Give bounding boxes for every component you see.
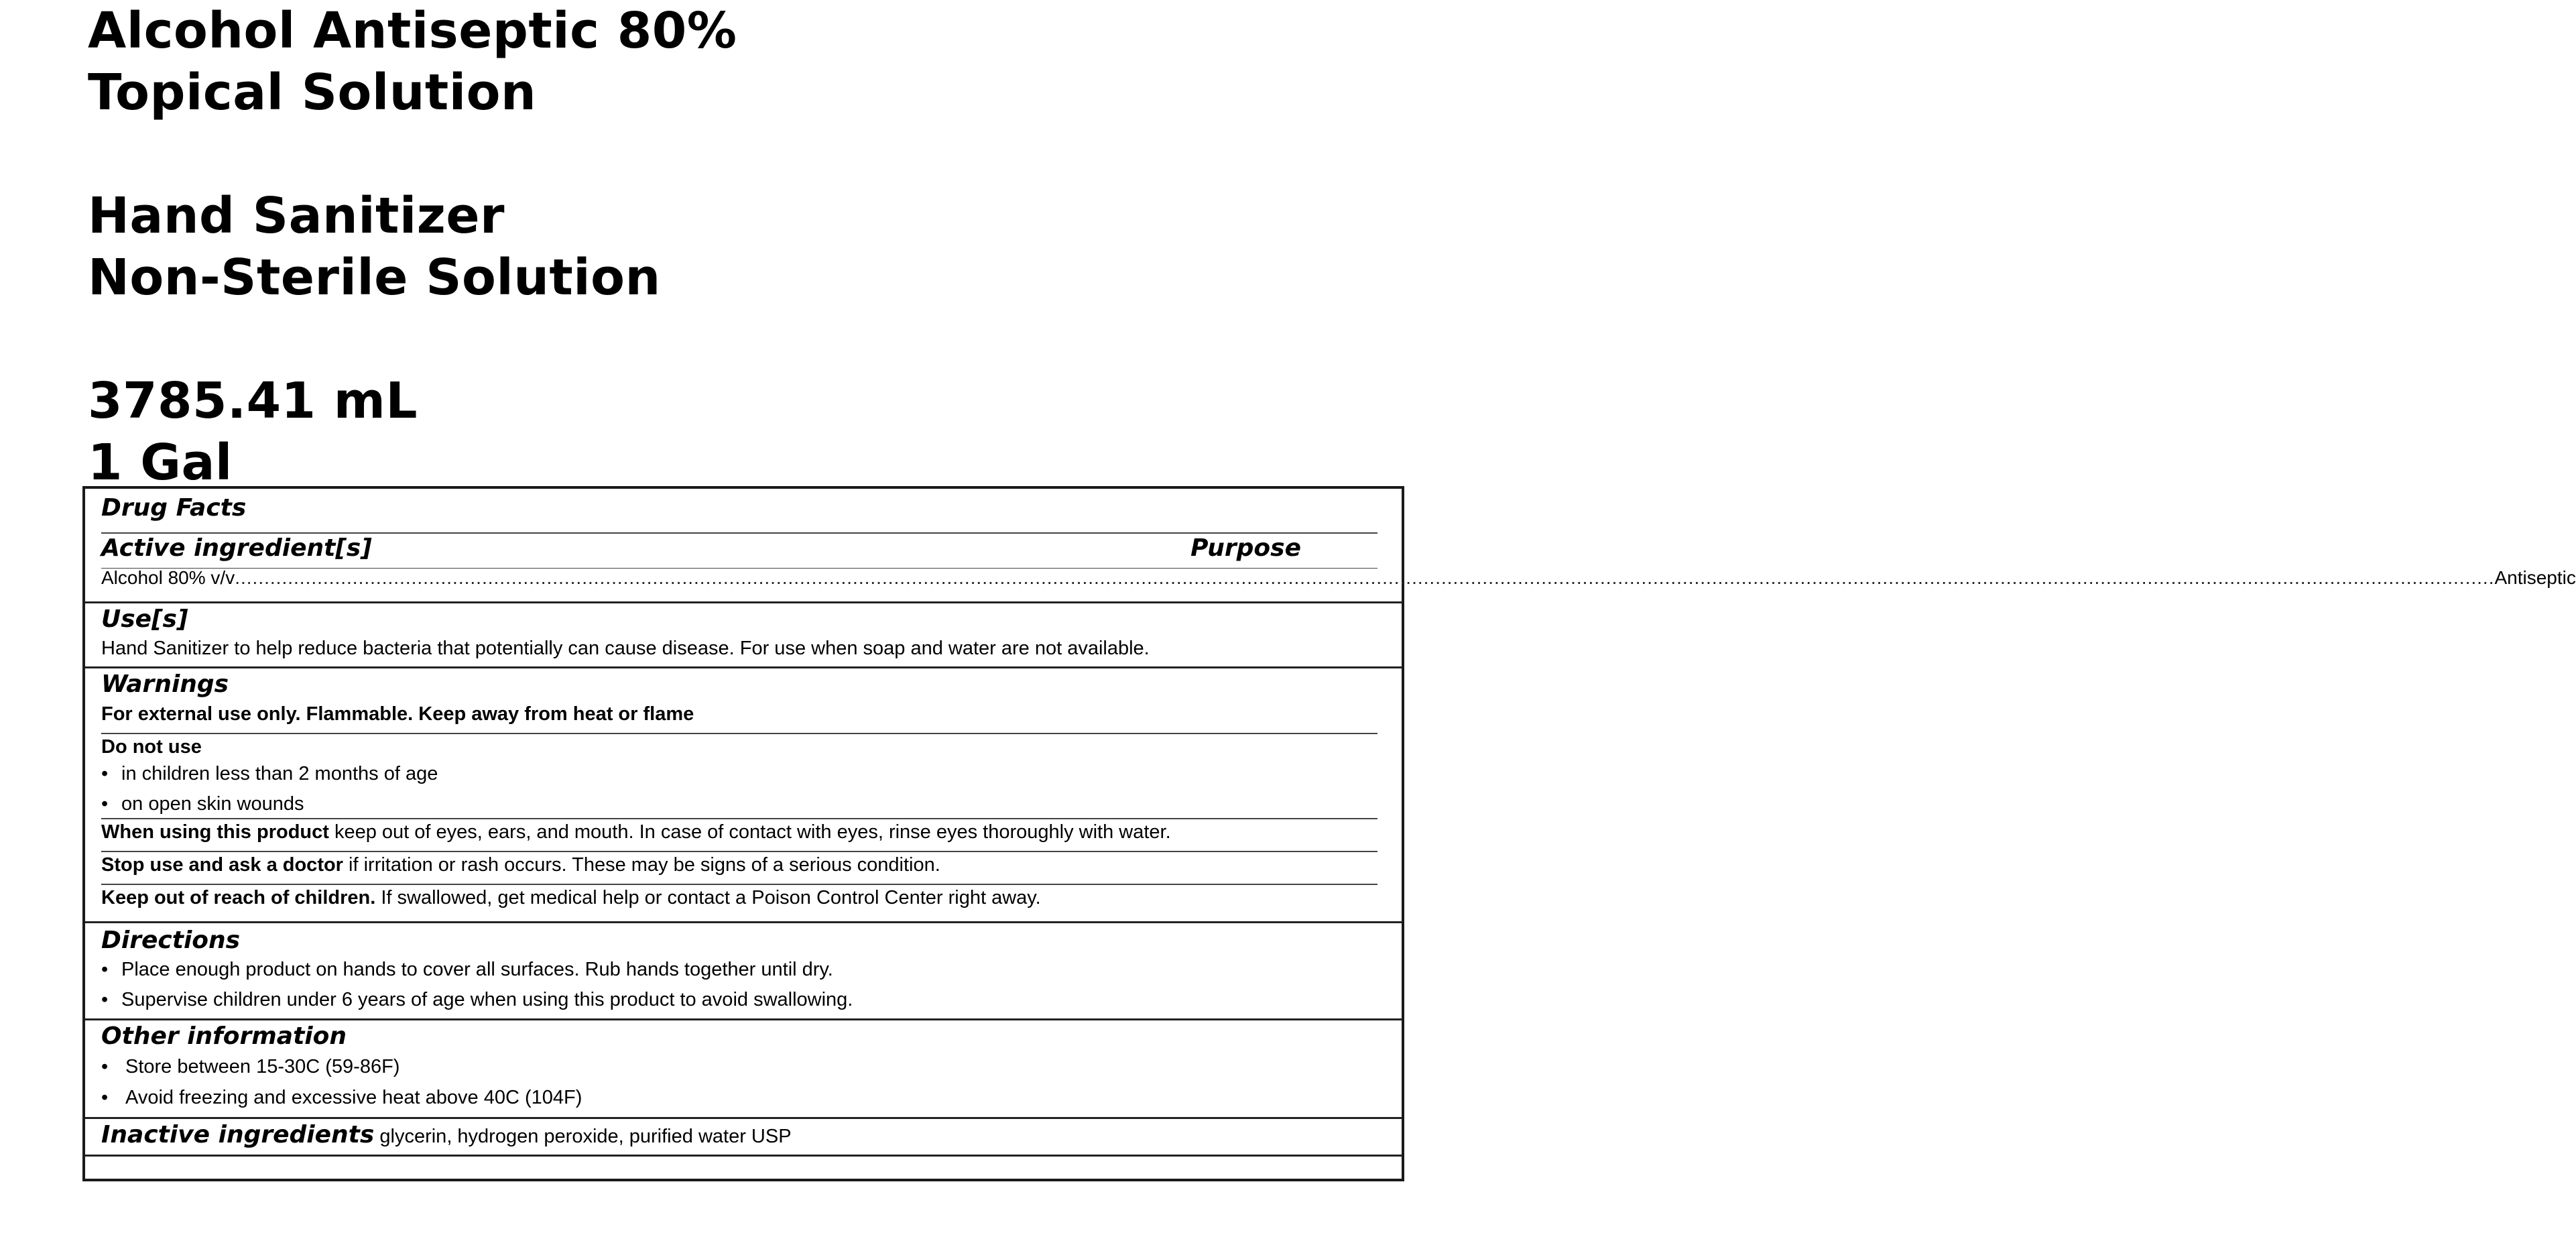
bullet-icon: • bbox=[101, 959, 109, 980]
product-name: Alcohol Antiseptic 80% bbox=[88, 2, 737, 60]
warnings-heading: Warnings bbox=[101, 670, 229, 698]
drug-facts-title: Drug Facts bbox=[101, 494, 247, 522]
bullet-icon: • bbox=[101, 793, 109, 815]
list-item-text: Supervise children under 6 years of age when using this product to avoid swallowing. bbox=[121, 989, 853, 1010]
product-type: Hand Sanitizer bbox=[88, 187, 505, 245]
divider bbox=[101, 884, 1377, 885]
product-form: Topical Solution bbox=[88, 64, 537, 121]
when-using-label: When using this product bbox=[101, 821, 329, 843]
purpose-value: Antiseptic bbox=[2494, 567, 2576, 588]
active-ingredient-heading: Active ingredient[s] bbox=[101, 534, 372, 562]
warnings-section bbox=[85, 666, 1402, 923]
divider bbox=[101, 818, 1377, 819]
do-not-use-heading: Do not use bbox=[101, 736, 202, 758]
purpose-heading: Purpose bbox=[1190, 534, 1301, 562]
leader-dots: ................................................................................................................................................................................................................................................................................................................................................................................................ bbox=[235, 567, 2495, 588]
bullet-icon: • bbox=[101, 989, 109, 1010]
list-item bbox=[101, 793, 304, 815]
keep-out-warning bbox=[101, 887, 1041, 909]
directions-heading: Directions bbox=[101, 927, 241, 954]
list-item bbox=[101, 1087, 582, 1109]
product-sterility: Non-Sterile Solution bbox=[88, 249, 661, 306]
inactive-ingredients-section bbox=[85, 1117, 1402, 1157]
inactive-ingredients-heading: Inactive ingredients bbox=[101, 1121, 375, 1149]
stop-use-label: Stop use and ask a doctor bbox=[101, 854, 343, 876]
header-spacer bbox=[88, 308, 737, 370]
inactive-ingredients-text: glycerin, hydrogen peroxide, purified water USP bbox=[374, 1126, 792, 1147]
header-spacer bbox=[88, 123, 737, 185]
other-information-section bbox=[85, 1018, 1402, 1119]
external-use-warning: For external use only. Flammable. Keep away from heat or flame bbox=[101, 703, 694, 725]
other-information-heading: Other information bbox=[101, 1022, 347, 1050]
uses-section bbox=[85, 601, 1402, 668]
stop-use-text: if irritation or rash occurs. These may be signs of a serious condition. bbox=[343, 854, 940, 876]
stop-use-warning bbox=[101, 854, 940, 876]
list-item bbox=[101, 959, 833, 981]
keep-out-text: If swallowed, get medical help or contact a Poison Control Center right away. bbox=[375, 887, 1041, 908]
list-item bbox=[101, 1056, 400, 1078]
when-using-warning bbox=[101, 821, 1171, 843]
divider bbox=[101, 532, 1377, 534]
when-using-text: keep out of eyes, ears, and mouth. In case of contact with eyes, rinse eyes thoroughly with water. bbox=[328, 821, 1171, 843]
list-item-text: Store between 15-30C (59-86F) bbox=[125, 1056, 400, 1077]
active-ingredient-section bbox=[85, 489, 2576, 603]
directions-section bbox=[85, 921, 1402, 1020]
list-item-text: Place enough product on hands to cover all surfaces. Rub hands together until dry. bbox=[121, 959, 833, 980]
list-item bbox=[101, 989, 853, 1011]
inactive-ingredients-row bbox=[101, 1121, 792, 1149]
uses-heading: Use[s] bbox=[101, 605, 188, 633]
divider bbox=[101, 851, 1377, 852]
volume-gal: 1 Gal bbox=[88, 434, 233, 491]
bullet-icon: • bbox=[101, 763, 109, 784]
active-ingredient-value: Alcohol 80% v/v bbox=[101, 567, 235, 588]
bullet-icon: • bbox=[101, 1087, 109, 1108]
bullet-icon: • bbox=[101, 1056, 109, 1077]
product-header bbox=[88, 0, 737, 493]
list-item-text: in children less than 2 months of age bbox=[121, 763, 438, 784]
list-item-text: on open skin wounds bbox=[121, 793, 304, 815]
divider bbox=[101, 733, 1377, 734]
list-item-text: Avoid freezing and excessive heat above 40C (104F) bbox=[125, 1087, 582, 1108]
uses-text: Hand Sanitizer to help reduce bacteria that potentially can cause disease. For use when soap and water are not available. bbox=[101, 638, 1150, 659]
drug-facts-panel bbox=[82, 486, 2576, 1181]
active-ingredient-row bbox=[101, 567, 2576, 589]
volume-ml: 3785.41 mL bbox=[88, 372, 418, 430]
list-item bbox=[101, 763, 438, 785]
keep-out-label: Keep out of reach of children. bbox=[101, 887, 376, 908]
empty-section bbox=[85, 1155, 1402, 1179]
